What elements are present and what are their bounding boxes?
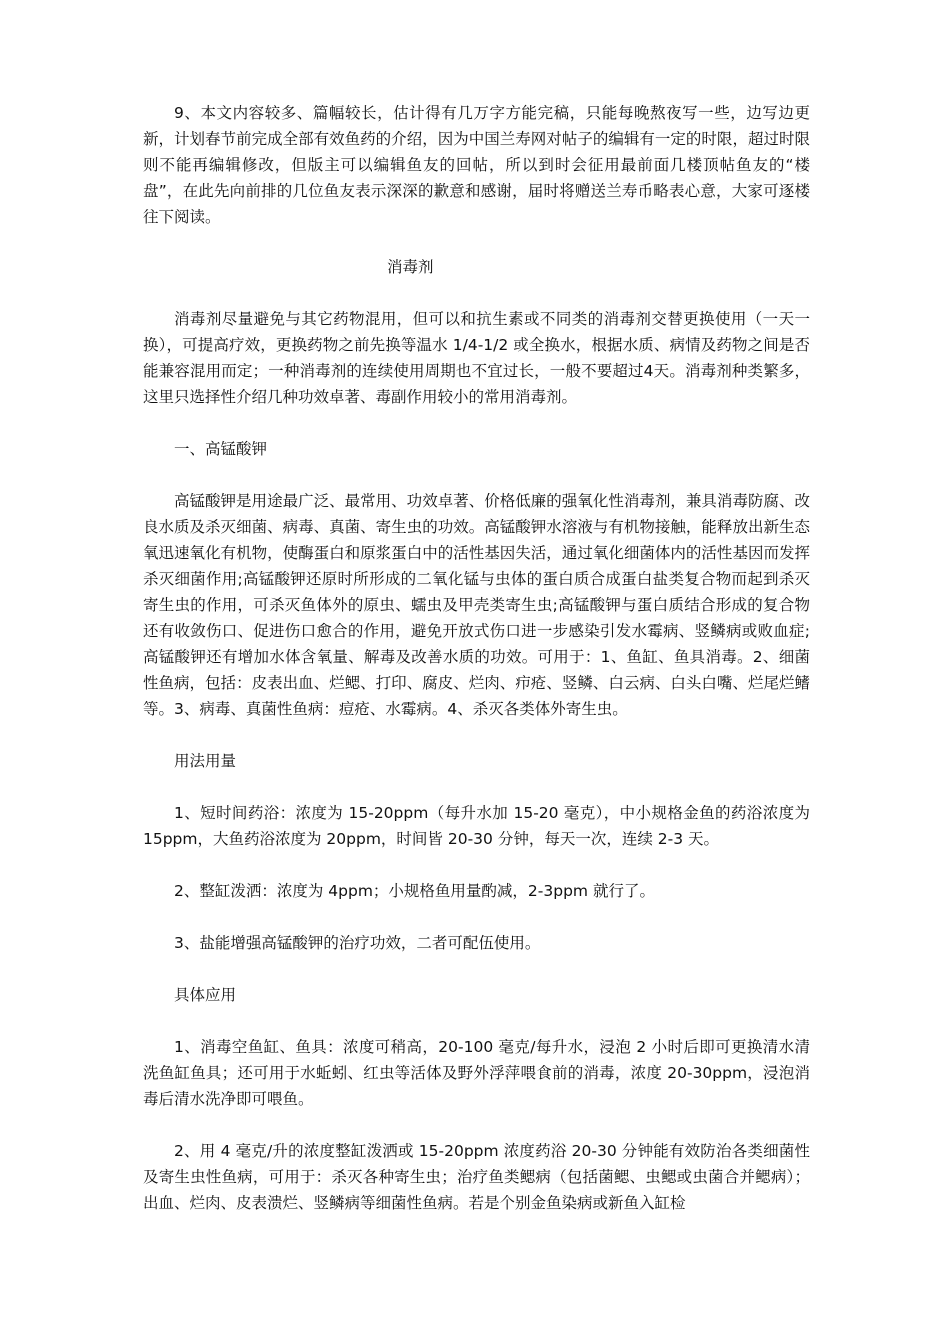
item1-description-paragraph: 高锰酸钾是用途最广泛、最常用、功效卓著、价格低廉的强氧化性消毒剂，兼具消毒防腐、改良水质及杀灭细菌、病毒、真菌、寄生虫的功效。高锰酸钾水溶液与有机物接触，能释放出新生态氧迅速氧化有机物，使酶蛋白和原浆蛋白中的活性基因失活，通过氧化细菌体内的活性基因而发挥杀灭细菌作用;高锰酸钾还原时所形成的二氧化锰与虫体的蛋白质合成蛋白盐类复合物而起到杀灭寄生虫的作用，可杀灭鱼体外的原虫、蠕虫及甲壳类寄生虫;高锰酸钾与蛋白质结合形成的复合物还有收敛伤口、促进伤口愈合的作用，避免开放式伤口进一步感染引发水霉病、竖鳞病或败血症;高锰酸钾还有增加水体含氧量、解毒及改善水质的功效。可用于：1、鱼缸、鱼具消毒。2、细菌性鱼病，包括：皮表出血、烂鳃、打印、腐皮、烂肉、疖疮、竖鳞、白云病、白头白嘴、烂尾烂鳍等。3、病毒、真菌性鱼病：痘疮、水霉病。4、杀灭各类体外寄生虫。 bbox=[143, 492, 810, 718]
usage-heading: 用法用量 bbox=[174, 752, 237, 770]
application-item-2: 2、用 4 毫克/升的浓度整缸泼洒或 15-20ppm 浓度药浴 20-30 分钟能有效防治各类细菌性及寄生虫性鱼病，可用于：杀灭各种寄生虫；治疗鱼类鳃病（包括菌鳃、虫鳃或虫菌合并鳃病）；出血、烂肉、皮表溃烂、竖鳞病等细菌性鱼病。若是个别金鱼染病或新鱼入缸检 bbox=[143, 1142, 810, 1212]
document-body bbox=[143, 100, 810, 1216]
section-intro-paragraph: 消毒剂尽量避免与其它药物混用，但可以和抗生素或不同类的消毒剂交替更换使用（一天一换），可提高疗效，更换药物之前先换等温水 1/4-1/2 或全换水，根据水质、病情及药物之间是否能兼容混用而定；一种消毒剂的连续使用周期也不宜过长，一般不要超过4天。消毒剂种类繁多，这里只选择性介绍几种功效卓著、毒副作用较小的常用消毒剂。 bbox=[143, 310, 810, 406]
usage-item-1: 1、短时间药浴：浓度为 15-20ppm（每升水加 15-20 毫克），中小规格金鱼的药浴浓度为 15ppm，大鱼药浴浓度为 20ppm，时间皆 20-30 分钟，每天一次，连续 2-3 天。 bbox=[143, 804, 810, 848]
item1-heading: 一、高锰酸钾 bbox=[174, 440, 268, 458]
application-item-1: 1、消毒空鱼缸、鱼具：浓度可稍高，20-100 毫克/每升水，浸泡 2 小时后即可更换清水清洗鱼缸鱼具；还可用于水蚯蚓、红虫等活体及野外浮萍喂食前的消毒，浓度 20-30ppm，浸泡消毒后清水洗净即可喂鱼。 bbox=[143, 1038, 810, 1108]
section-title: 消毒剂 bbox=[387, 258, 434, 276]
usage-item-3: 3、盐能增强高锰酸钾的治疗功效，二者可配伍使用。 bbox=[174, 934, 541, 952]
usage-item-2: 2、整缸泼洒：浓度为 4ppm；小规格鱼用量酌减，2-3ppm 就行了。 bbox=[174, 882, 655, 900]
intro-note-paragraph: 9、本文内容较多、篇幅较长，估计得有几万字方能完稿，只能每晚熬夜写一些，边写边更新，计划春节前完成全部有效鱼药的介绍，因为中国兰寿网对帖子的编辑有一定的时限，超过时限则不能再编辑修改，但版主可以编辑鱼友的回帖，所以到时会征用最前面几楼顶帖鱼友的“楼盘”，在此先向前排的几位鱼友表示深深的歉意和感谢，届时将赠送兰寿币略表心意，大家可逐楼往下阅读。 bbox=[143, 104, 810, 226]
application-heading: 具体应用 bbox=[174, 986, 237, 1004]
